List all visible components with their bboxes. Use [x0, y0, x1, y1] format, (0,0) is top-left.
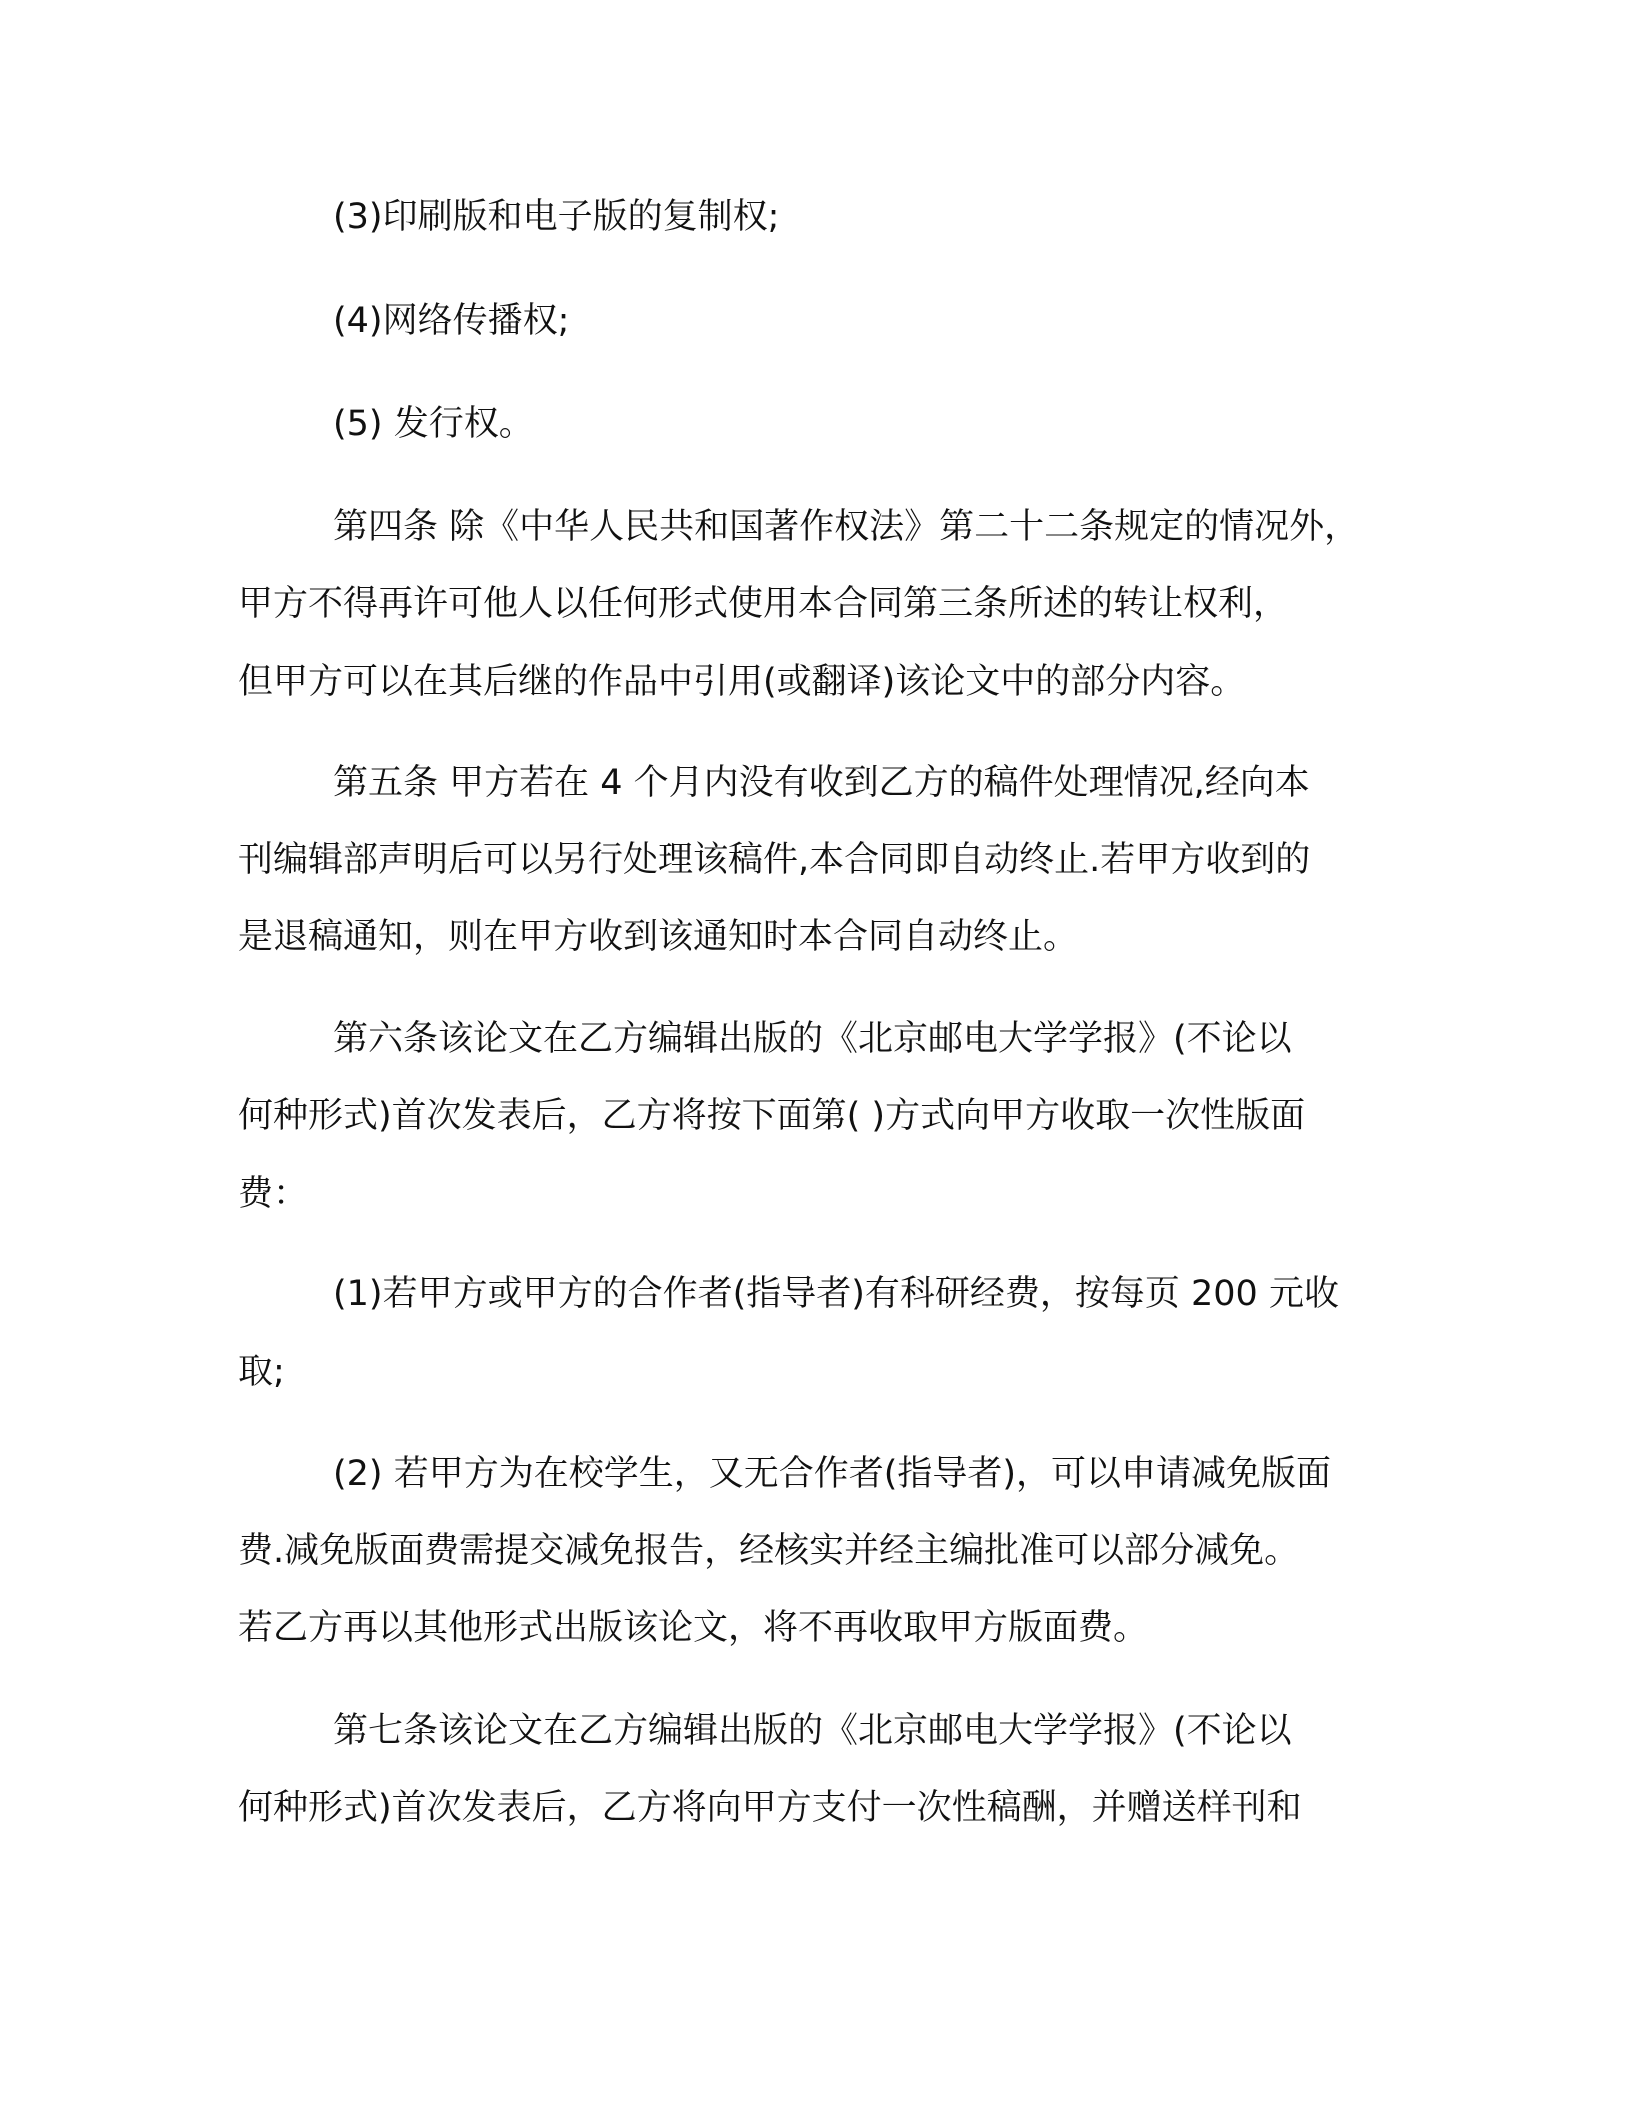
- text-line-item-4: (4)网络传播权;: [333, 301, 570, 341]
- text-line-item-5: (5) 发行权。: [333, 404, 534, 444]
- text-line-article-7-2: 何种形式)首次发表后，乙方将向甲方支付一次性稿酬，并赠送样刊和: [238, 1788, 1302, 1828]
- text-line-article-4-1: 第四条 除《中华人民共和国著作权法》第二十二条规定的情况外，: [333, 507, 1360, 547]
- text-line-article-4-3: 但甲方可以在其后继的作品中引用(或翻译)该论文中的部分内容。: [238, 662, 1246, 702]
- text-line-article-7-1: 第七条该论文在乙方编辑出版的《北京邮电大学学报》(不论以: [333, 1711, 1292, 1751]
- text-line-option-2-3: 若乙方再以其他形式出版该论文，将不再收取甲方版面费。: [238, 1608, 1149, 1648]
- text-line-article-5-2: 刊编辑部声明后可以另行处理该稿件,本合同即自动终止.若甲方收到的: [238, 840, 1311, 880]
- text-line-option-1-1: (1)若甲方或甲方的合作者(指导者)有科研经费，按每页 200 元收: [333, 1274, 1339, 1314]
- text-line-article-6-3: 费：: [238, 1174, 309, 1214]
- text-line-option-2-2: 费.减免版面费需提交减免报告，经核实并经主编批准可以部分减免。: [238, 1531, 1300, 1571]
- text-line-article-4-2: 甲方不得再许可他人以任何形式使用本合同第三条所述的转让权利，: [238, 584, 1289, 624]
- text-line-option-2-1: (2) 若甲方为在校学生，又无合作者(指导者)，可以申请减免版面: [333, 1454, 1332, 1494]
- text-line-article-6-1: 第六条该论文在乙方编辑出版的《北京邮电大学学报》(不论以: [333, 1019, 1292, 1059]
- text-line-article-5-1: 第五条 甲方若在 4 个月内没有收到乙方的稿件处理情况,经向本: [333, 763, 1310, 803]
- text-line-option-1-2: 取;: [238, 1352, 285, 1392]
- text-line-article-5-3: 是退稿通知，则在甲方收到该通知时本合同自动终止。: [238, 917, 1079, 957]
- text-line-item-3: (3)印刷版和电子版的复制权;: [333, 197, 780, 237]
- text-line-article-6-2: 何种形式)首次发表后，乙方将按下面第( )方式向甲方收取一次性版面: [238, 1096, 1306, 1136]
